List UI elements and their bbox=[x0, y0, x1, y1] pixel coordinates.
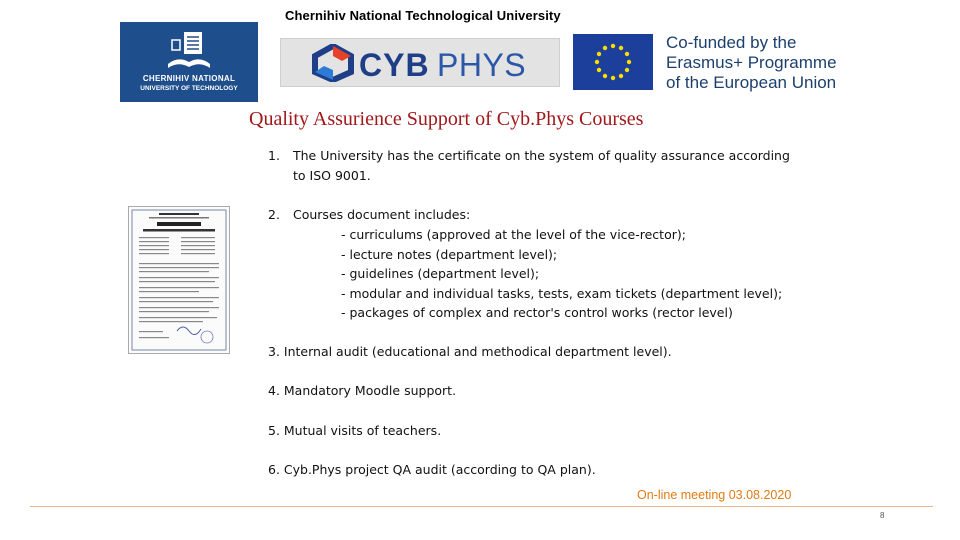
cybphys-emblem-icon bbox=[311, 44, 355, 82]
erasmus-line: Co-funded by the bbox=[666, 33, 797, 52]
list-item-line: The University has the certificate on the system of quality assurance according bbox=[293, 148, 790, 163]
sub-list-item: - packages of complex and rector's control works (rector level) bbox=[341, 305, 733, 321]
erasmus-cofunded-text bbox=[666, 33, 837, 93]
cybphys-logo-cyb: CYB bbox=[359, 47, 430, 83]
meeting-date-note: On-line meeting 03.08.2020 bbox=[637, 488, 792, 502]
slide-title: Quality Assurience Support of Cyb.Phys Courses bbox=[249, 108, 644, 130]
iso-certificate-image bbox=[128, 206, 230, 354]
footer-divider bbox=[30, 506, 933, 507]
list-item: Courses document includes: bbox=[293, 207, 471, 222]
university-header: Chernihiv National Technological University bbox=[285, 8, 561, 23]
erasmus-line: Erasmus+ Programme bbox=[666, 53, 837, 72]
eu-flag bbox=[573, 34, 653, 90]
sub-list-item: - guidelines (department level); bbox=[341, 266, 540, 282]
list-item: 4. Mandatory Moodle support. bbox=[268, 383, 457, 398]
list-item: 5. Mutual visits of teachers. bbox=[268, 423, 442, 438]
uni-logo-line2: UNIVERSITY OF TECHNOLOGY bbox=[140, 85, 238, 92]
erasmus-line: of the European Union bbox=[666, 73, 837, 92]
book-icon bbox=[166, 30, 212, 70]
sub-list-item: - lecture notes (department level); bbox=[341, 246, 558, 262]
list-item-number: 2. bbox=[268, 207, 280, 222]
uni-logo-line1: CHERNIHIV NATIONAL bbox=[142, 74, 236, 83]
eu-stars-icon bbox=[573, 34, 653, 90]
list-item: 6. Cyb.Phys project QA audit (according to QA plan). bbox=[268, 462, 596, 477]
sub-list-item: - curriculums (approved at the level of the vice-rector); bbox=[341, 227, 686, 242]
cybphys-logo-phys: PHYS bbox=[437, 47, 527, 83]
list-item bbox=[293, 146, 833, 185]
university-logo bbox=[120, 22, 258, 102]
list-item-line: to ISO 9001. bbox=[293, 167, 371, 183]
cybphys-logo bbox=[280, 38, 560, 87]
page-number: 8 bbox=[880, 511, 885, 520]
sub-list-item: - modular and individual tasks, tests, exam tickets (department level); bbox=[341, 285, 783, 301]
list-item-number: 1. bbox=[268, 148, 280, 163]
sub-list bbox=[341, 225, 841, 323]
list-item: 3. Internal audit (educational and methodical department level). bbox=[268, 344, 672, 359]
